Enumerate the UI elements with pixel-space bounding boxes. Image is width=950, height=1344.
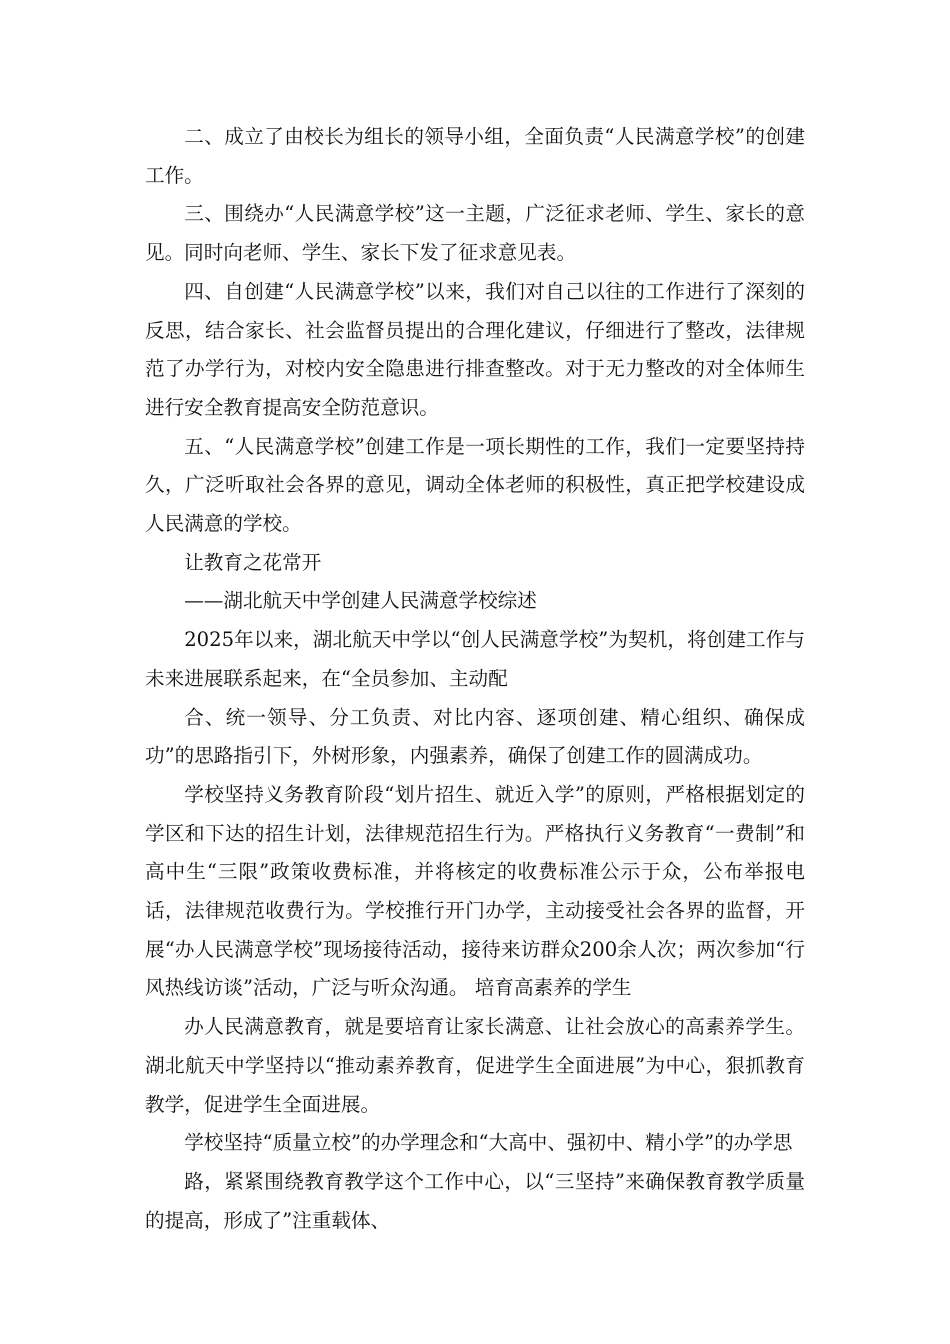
students-paragraph: 办人民满意教育，就是要培育让家长满意、让社会放心的高素养学生。湖北航天中学坚持以“推动素养教育，促进学生全面进展”为中心，狠抓教育教学，促进学生全面进展。 [145,1015,805,1116]
article-title: 让教育之花常开 [184,550,322,574]
admission-paragraph [145,776,805,1008]
paragraph-four: 四、自创建“人民满意学校”以来，我们对自己以往的工作进行了深刻的反思，结合家长、社会监督员提出的合理化建议，仔细进行了整改，法律规范了办学行为，对校内安全隐患进行排查整改。对于无力整改的对全体师生进行安全教育提高安全防范意识。 [145,279,805,419]
teaching-paragraph: 路，紧紧围绕教育教学这个工作中心，以“三坚持”来确保教育教学质量的提高，形成了”注重载体、 [145,1169,805,1232]
section-heading: 培育高素养的学生 [474,976,632,1000]
paragraph-two: 二、成立了由校长为组长的领导小组，全面负责“人民满意学校”的创建工作。 [145,125,805,187]
paragraph-five: 五、“人民满意学校”创建工作是一项长期性的工作，我们一定要坚持持久，广泛听取社会各界的意见，调动全体老师的积极性，真正把学校建设成人民满意的学校。 [145,434,805,536]
ideas-paragraph: 合、统一领导、分工负责、对比内容、逐项创建、精心组织、确保成功”的思路指引下，外树形象，内强素养，确保了创建工作的圆满成功。 [145,705,805,768]
admission-text: 学校坚持义务教育阶段“划片招生、就近入学”的原则，严格根据划定的学区和下达的招生计划，法律规范招生行为。严格执行义务教育“一费制”和高中生“三限”政策收费标准，并将核定的收费标准公示于众，公布举报电话，法律规范收费行为。学校推行开门办学，主动接受社会各界的监督，开展“办人民满意学校”现场接待活动，接待来访群众200余人次；两次参加“行风热线访谈”活动，广泛与听众沟通。 [145,782,805,1000]
quality-paragraph: 学校坚持“质量立校”的办学理念和“大高中、强初中、精小学”的办学思 [184,1131,793,1155]
document-body [145,118,805,1240]
intro-paragraph: 2025年以来，湖北航天中学以“创人民满意学校”为契机，将创建工作与未来进展联系起来，在“全员参加、主动配 [145,628,805,690]
paragraph-three: 三、围绕办“人民满意学校”这一主题，广泛征求老师、学生、家长的意见。同时向老师、学生、家长下发了征求意见表。 [145,202,805,265]
article-subtitle: ——湖北航天中学创建人民满意学校综述 [184,589,537,613]
